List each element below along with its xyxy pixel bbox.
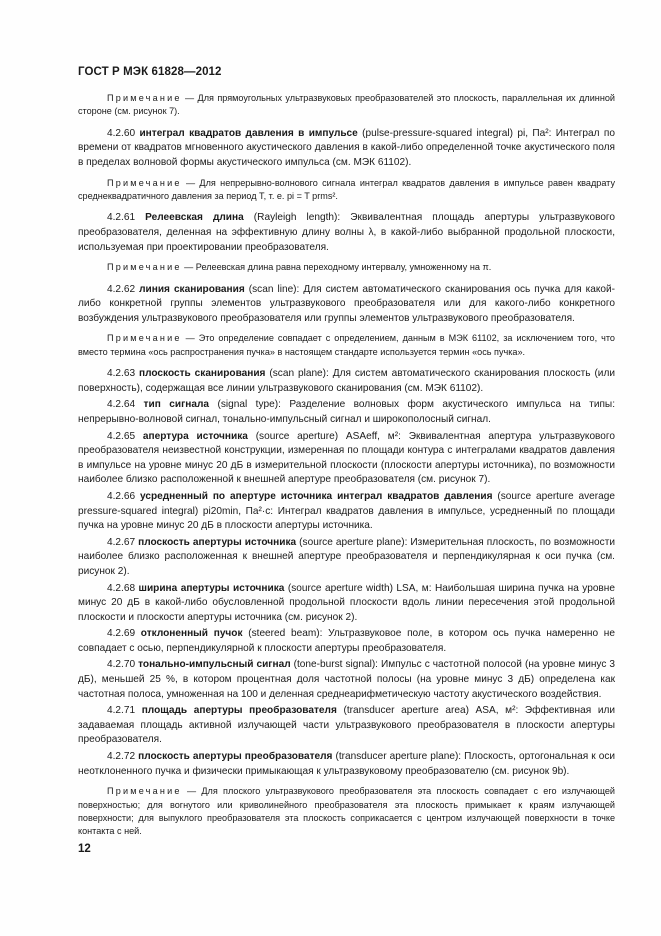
term: интеграл квадратов давления в импульсе bbox=[139, 127, 358, 139]
clause-number: 4.2.66 bbox=[107, 490, 136, 502]
definition-paragraph bbox=[78, 750, 615, 779]
clause-number: 4.2.63 bbox=[107, 368, 136, 380]
definition-paragraph bbox=[78, 127, 615, 171]
term: плоскость апертуры преобразователя bbox=[138, 751, 333, 763]
term: апертура источника bbox=[142, 430, 248, 442]
definition-text: (source aperture width) LSA, м: Наибольшая ширина пучка на уровне минус 20 дБ в какой-либо обусловленной продольной плоскости вдоль линии пересечения этой продольной плоскости и плоскости апертуры источника (см. рисунок 2). bbox=[78, 582, 615, 623]
note-text: — Это определение совпадает с определением, данным в МЭК 61102, за исключением того, что вместо термина «ось распространения пучка» в настоящем стандарте используется термин «ось пучка». bbox=[78, 333, 615, 357]
definition-paragraph bbox=[78, 211, 615, 255]
term: тонально-импульсный сигнал bbox=[138, 659, 291, 671]
clause-number: 4.2.64 bbox=[107, 399, 136, 411]
definition-paragraph bbox=[78, 398, 615, 427]
clause-number: 4.2.62 bbox=[107, 283, 136, 295]
definition-paragraph bbox=[78, 627, 615, 656]
note bbox=[78, 332, 615, 359]
note-text: — Для плоского ультразвукового преобразователя эта плоскость совпадает с его излучающей поверхностью; для вогнутого или криволинейного преобразователя эта плоскость примыкает к краям излучающей поверхности; для выпуклого преобразователя эта плоскость соприкасается с центром излучающей поверхности в точке контакта с ней. bbox=[78, 786, 615, 837]
definition-text: (Rayleigh length): Эквивалентная площадь апертуры ультразвукового преобразователя, деленная на эффективную длину волны λ, в какой-либо выбранной продольной плоскости, используемая при проектировании преобразователя. bbox=[78, 212, 616, 253]
term: плоскость сканирования bbox=[139, 368, 266, 380]
definition-text: (scan line): Для систем автоматического сканирования ось пучка для какой-либо конкретной группы элементов ультразвукового преобразователя или для какого-либо конкретного возбуждения ультразвукового преобразователя или группы элементов ультразвукового преобразователя. bbox=[78, 283, 615, 324]
definition-text: (source aperture average pressure-squared integral) pi20min, Па²·с: Интеграл квадратов давления в импульсе, усредненный по площади пучка на уровне минус 20 дБ в плоскости апертуры источника. bbox=[78, 490, 615, 532]
clause-number: 4.2.69 bbox=[107, 628, 136, 640]
note-label: Примечание bbox=[107, 93, 182, 103]
clause-number: 4.2.70 bbox=[107, 659, 136, 671]
page-content bbox=[78, 92, 615, 847]
definition-text: (transducer aperture area) ASA, м²: Эффективная или задаваемая площадь активной излучающей части ультразвукового преобразователя в плоскости апертуры преобразователя. bbox=[78, 705, 615, 746]
definition-paragraph bbox=[78, 658, 615, 702]
note-label: Примечание bbox=[107, 177, 182, 188]
term: Релеевская длина bbox=[145, 212, 244, 224]
definition-paragraph bbox=[78, 536, 615, 580]
standard-header: ГОСТ Р МЭК 61828—2012 bbox=[78, 66, 222, 78]
note-label: Примечание bbox=[107, 333, 182, 344]
note-label: Примечание bbox=[107, 786, 182, 797]
term: усредненный по апертуре источника интеграл квадратов давления bbox=[140, 490, 493, 502]
note-text: — Для непрерывно-волнового сигнала интеграл квадратов давления в импульсе равен квадрату среднеквадратичного давления за период T, т. е. pi = T prms². bbox=[78, 177, 615, 201]
clause-number: 4.2.68 bbox=[107, 582, 136, 594]
note-text: — Релеевская длина равна переходному интервалу, умноженному на π. bbox=[181, 262, 492, 273]
definition-text: (pulse-pressure-squared integral) pi, Па²: Интеграл по времени от квадратов мгновенного акустического давления в какой-либо определенной точке акустического поля в пределах волновой формы акустического импульса (см. МЭК 61102). bbox=[78, 127, 615, 168]
clause-number: 4.2.71 bbox=[107, 705, 136, 717]
definition-paragraph bbox=[78, 283, 615, 327]
definition-text: (source aperture) ASAeff, м²: Эквивалентная апертура ультразвукового преобразователя неизвестной конструкции, измеренная по площади контура с интегралами квадратов давления в импульсе на уровне минус 20 дБ в измерительной плоскости (плоскости апертуры источника), по возможности наиболее близко расположенной к внешней апертуре преобразователя (см. рисунок 7). bbox=[78, 430, 615, 486]
clause-number: 4.2.61 bbox=[107, 212, 136, 224]
clause-number: 4.2.67 bbox=[107, 536, 136, 548]
term: линия сканирования bbox=[139, 283, 245, 295]
definition-text: (source aperture plane): Измерительная плоскость, по возможности наиболее близко расположенная к внешней апертуре преобразователя и перпендикулярная к оси пучка (см. рисунок 2). bbox=[78, 536, 615, 577]
term: ширина апертуры источника bbox=[138, 582, 285, 594]
note bbox=[78, 177, 615, 204]
term: плоскость апертуры источника bbox=[138, 536, 297, 548]
term: площадь апертуры преобразователя bbox=[141, 705, 337, 717]
note-label: Примечание bbox=[107, 262, 182, 273]
definition-paragraph bbox=[78, 582, 615, 626]
definition-text: (steered beam): Ультразвуковое поле, в котором ось пучка намеренно не совпадает с осью, перпендикулярной к плоскости апертуры преобразователя. bbox=[78, 628, 615, 654]
definition-text: (signal type): Разделение волновых форм акустического импульса на типы: непрерывно-волновой сигнал, тонально-импульсный сигнал и широкополосный сигнал. bbox=[78, 399, 615, 425]
definition-text: (tone-burst signal): Импульс с частотной полосой (на уровне минус 3 дБ), меньшей 25 %, в котором процентная доля частотной полосы (на уровне минус 3 дБ) определена как частотная полоса, умноженная на 100 и деленная среднеарифметическую частоту акустического воздействия. bbox=[78, 659, 616, 700]
note bbox=[78, 92, 615, 119]
clause-number: 4.2.72 bbox=[107, 751, 136, 763]
page-number: 12 bbox=[78, 843, 91, 855]
definition-text: (scan plane): Для систем автоматического сканирования плоскость (или поверхность), содержащая все линии ультразвукового сканирования (см. МЭК 61102). bbox=[78, 368, 615, 394]
clause-number: 4.2.65 bbox=[107, 430, 136, 442]
definition-paragraph bbox=[78, 490, 615, 534]
note-text: — Для прямоугольных ультразвуковых преобразователей это плоскость, параллельная их длинной стороне (см. рисунок 7). bbox=[78, 93, 615, 117]
definition-paragraph bbox=[78, 430, 615, 488]
definition-text: (transducer aperture plane): Плоскость, ортогональная к оси неотклоненного пучка и физически примыкающая к ультразвуковому преобразователю (см. рисунок 9b). bbox=[78, 751, 616, 777]
term: тип сигнала bbox=[143, 399, 210, 411]
definition-paragraph bbox=[78, 704, 615, 748]
note bbox=[78, 785, 615, 839]
clause-number: 4.2.60 bbox=[107, 127, 136, 139]
note bbox=[78, 261, 615, 274]
term: отклоненный пучок bbox=[140, 628, 243, 640]
definition-paragraph bbox=[78, 367, 615, 396]
